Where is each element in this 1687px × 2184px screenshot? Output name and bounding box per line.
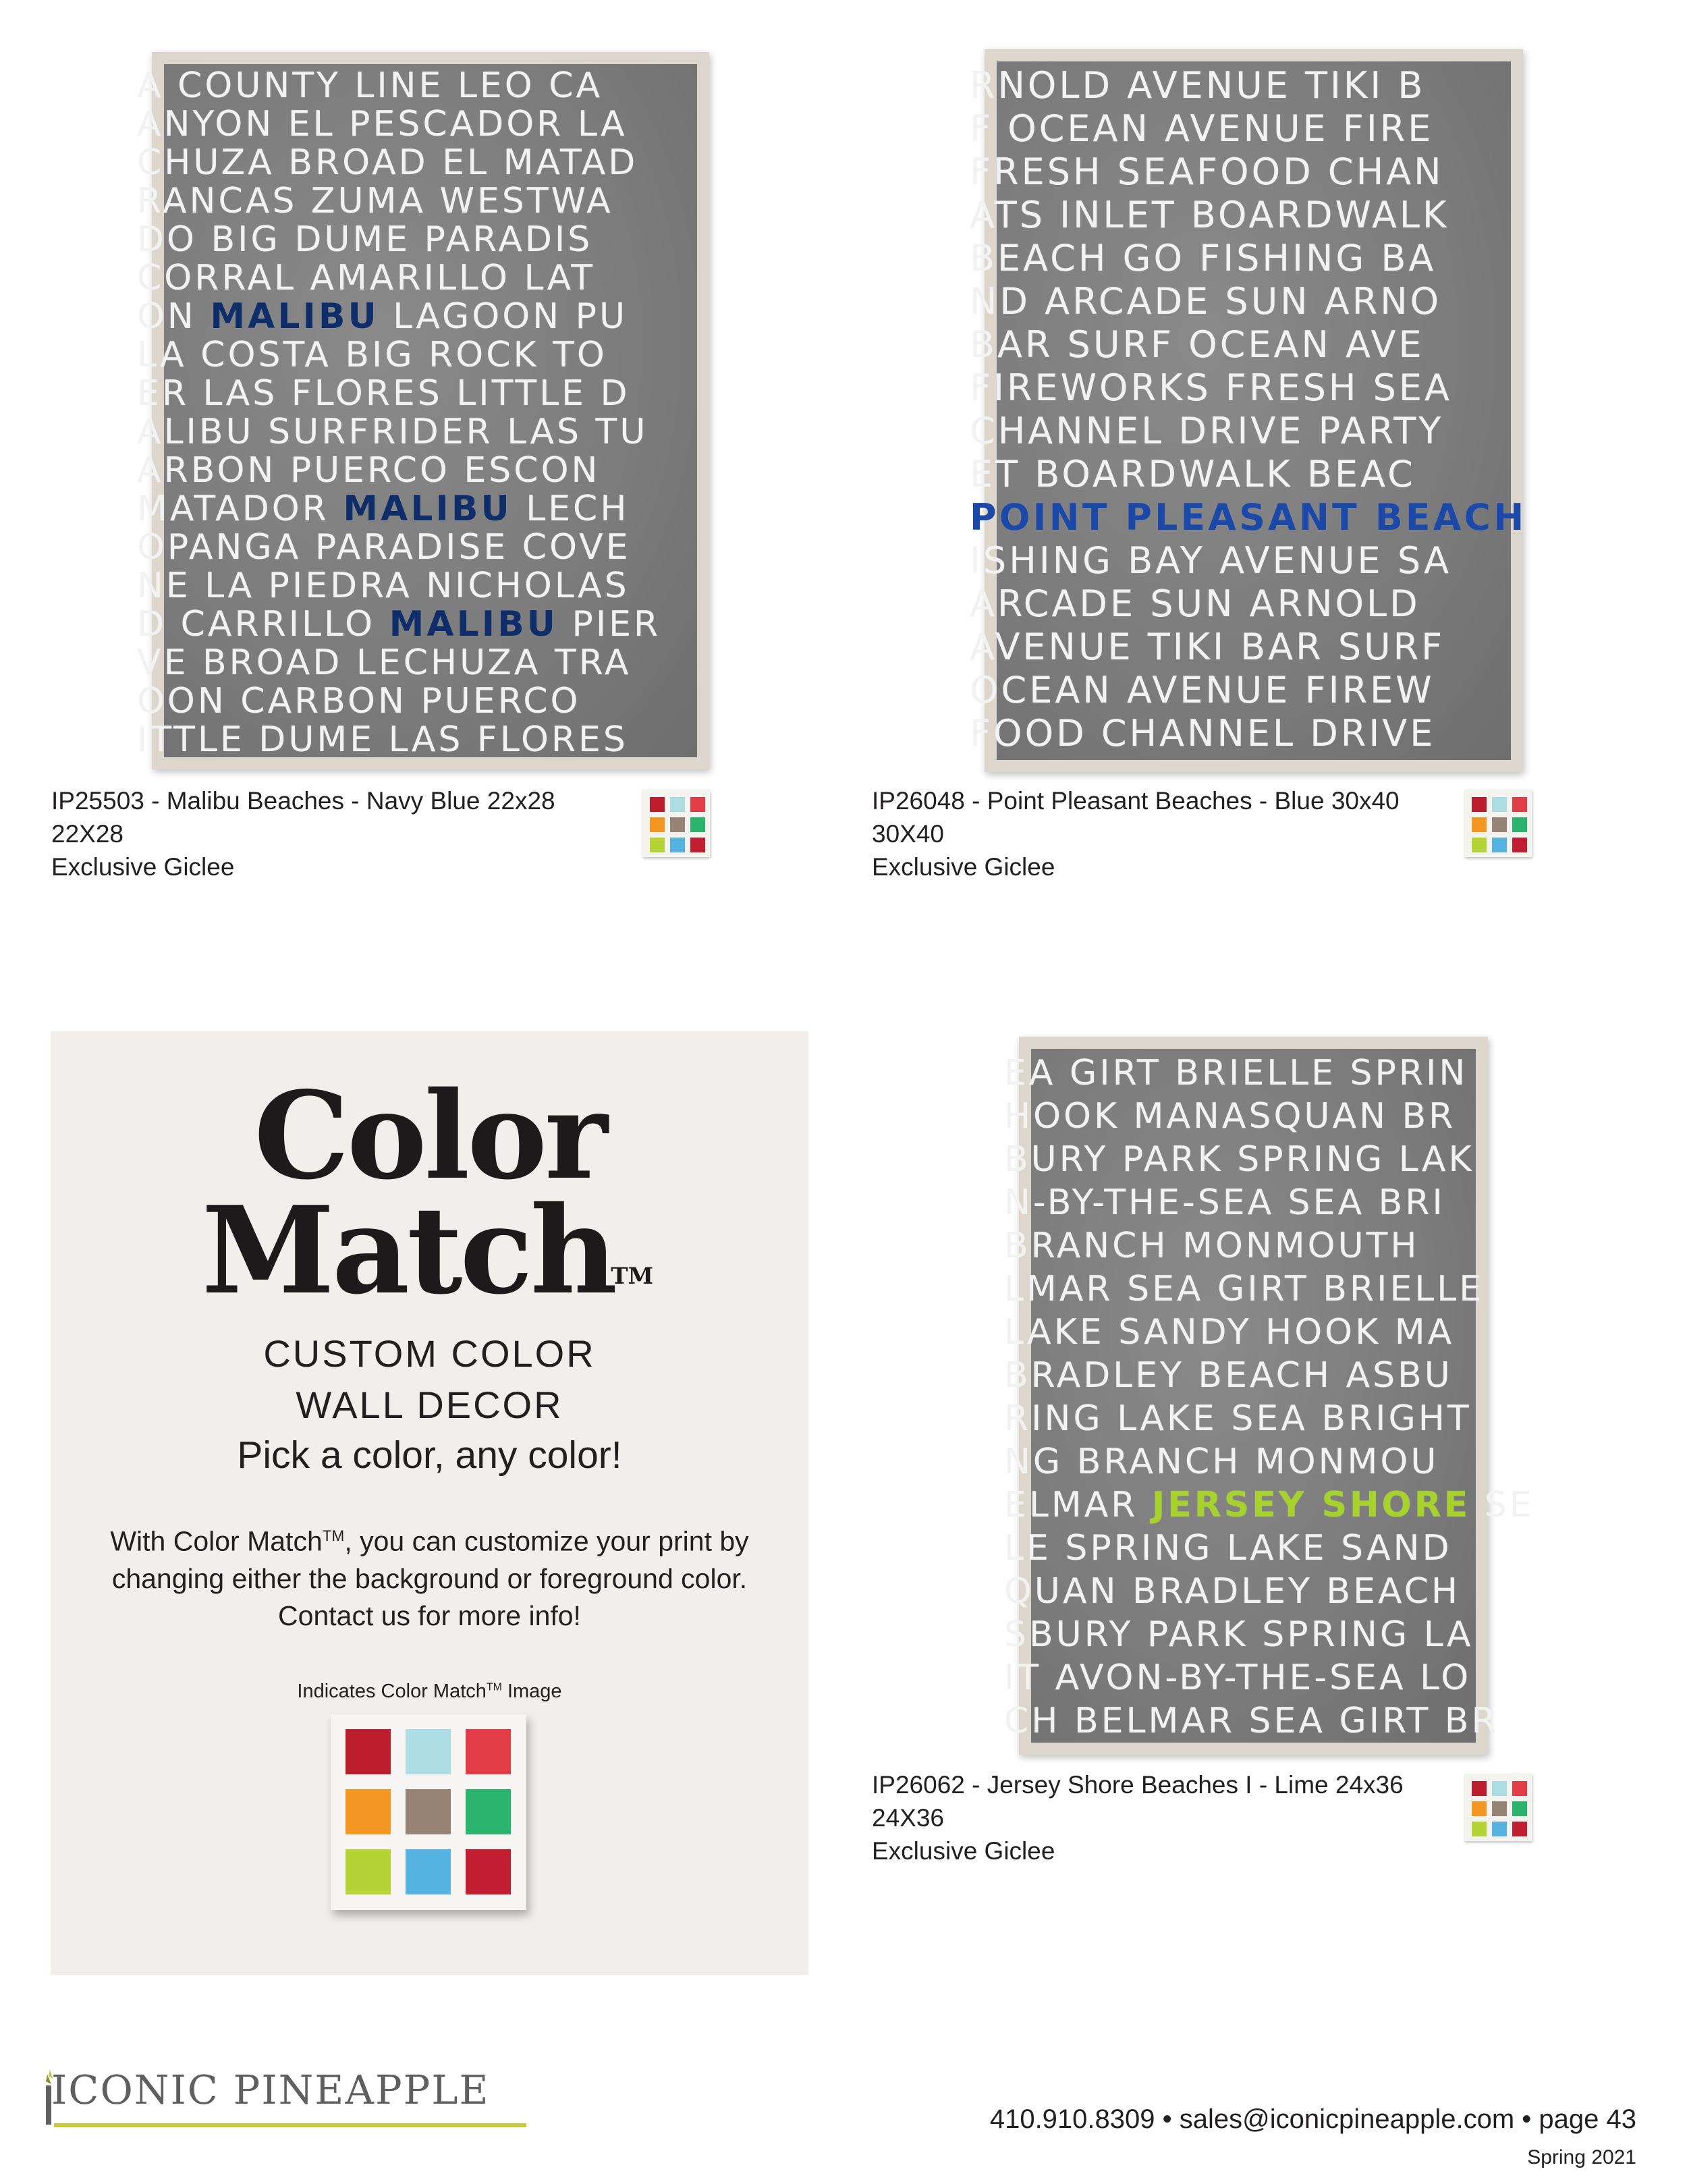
- artwork-word-line: BAR SURF OCEAN AVE: [970, 323, 1425, 366]
- artwork-canvas: [970, 61, 1527, 760]
- artwork-word-line: AVENUE TIKI BAR SURF: [970, 626, 1445, 668]
- product-type: Exclusive Giclee: [872, 853, 1055, 881]
- artwork-word-line: RNOLD AVENUE TIKI B: [970, 64, 1426, 107]
- artwork-highlight-text: MALIBU: [389, 604, 558, 645]
- color-swatch: [650, 817, 665, 832]
- artwork-word-line: ELMAR JERSEY SHORE SE: [1004, 1485, 1534, 1525]
- artwork-word-line: A COUNTY LINE LEO CA: [137, 65, 603, 106]
- word-lines: [137, 67, 738, 759]
- artwork-word-line: F OCEAN AVENUE FIRE: [970, 107, 1434, 150]
- artwork-word-line: N-BY-THE-SEA SEA BRI: [1004, 1182, 1445, 1223]
- artwork-word-line: LA COSTA BIG ROCK TO: [137, 335, 607, 375]
- artwork-word-line: IT AVON-BY-THE-SEA LO: [1004, 1658, 1472, 1698]
- artwork-word-line: VE BROAD LECHUZA TRA: [137, 643, 632, 683]
- promo-subtitle-line1: CUSTOM COLOR: [263, 1332, 596, 1375]
- product-size: 24X36: [872, 1804, 944, 1832]
- color-swatch: [690, 838, 705, 852]
- artwork-word-line: CH BELMAR SEA GIRT BR: [1004, 1701, 1499, 1741]
- product-caption: [872, 1768, 1404, 1867]
- color-swatch: [1512, 838, 1527, 852]
- artwork-word-line: BEACH GO FISHING BA: [970, 237, 1437, 279]
- artwork-word-line: BURY PARK SPRING LAK: [1004, 1139, 1474, 1180]
- product-title: IP26048 - Point Pleasant Beaches - Blue 30x40: [872, 787, 1400, 815]
- artwork-word-line: OPANGA PARADISE COVE: [137, 527, 631, 568]
- color-swatch: [1512, 1801, 1527, 1816]
- artwork-word-line: OCEAN AVENUE FIREW: [970, 669, 1435, 711]
- product-type: Exclusive Giclee: [51, 853, 235, 881]
- color-swatch: [345, 1789, 391, 1834]
- artwork-canvas: [1004, 1049, 1534, 1743]
- color-swatch: [406, 1789, 451, 1834]
- color-swatch: [1492, 817, 1507, 832]
- promo-subtitle: [51, 1328, 808, 1431]
- color-swatch: [1512, 1781, 1527, 1796]
- iconic-pineapple-logo: [43, 2067, 490, 2113]
- artwork-word-line: ITTLE DUME LAS FLORES: [137, 719, 628, 760]
- color-swatch: [1512, 1822, 1527, 1836]
- color-swatch: [1472, 1781, 1487, 1796]
- artwork-word-line: ALIBU SURFRIDER LAS TU: [137, 412, 648, 452]
- artwork-word-line: ET BOARDWALK BEAC: [970, 453, 1416, 495]
- promo-title-line1: Color: [254, 1065, 605, 1206]
- artwork-word-line: NG BRANCH MONMOU: [1004, 1442, 1439, 1482]
- artwork-word-line: OON CARBON PUERCO: [137, 681, 581, 721]
- artwork-highlight-text: MALIBU: [343, 489, 512, 529]
- product-caption: [872, 784, 1400, 883]
- artwork-frame: [1004, 1037, 1534, 1755]
- artwork-word-line: FRESH SEAFOOD CHAN: [970, 151, 1444, 193]
- artwork-word-line: QUAN BRADLEY BEACH: [1004, 1571, 1461, 1612]
- artwork-word-line: DO BIG DUME PARADIS: [137, 219, 593, 260]
- color-swatch: [1512, 817, 1527, 832]
- artwork-word-line: CHANNEL DRIVE PARTY: [970, 410, 1444, 452]
- color-match-swatch-icon: [331, 1714, 526, 1910]
- contact-info: 410.910.8309 • sales@iconicpineapple.com • page 43: [989, 2104, 1636, 2134]
- color-swatch: [650, 838, 665, 852]
- artwork-word-line: RANCAS ZUMA WESTWA: [137, 181, 613, 221]
- artwork-frame: [970, 49, 1527, 772]
- artwork-word-line: BRADLEY BEACH ASBU: [1004, 1355, 1453, 1396]
- color-swatch: [1492, 1801, 1507, 1816]
- color-swatch: [1492, 1822, 1507, 1836]
- product-size: 22X28: [51, 820, 123, 848]
- promo-title-line2: Match™: [201, 1180, 654, 1321]
- artwork-word-line: ON MALIBU LAGOON PU: [137, 296, 628, 337]
- color-swatch: [1472, 797, 1487, 812]
- word-lines: [1004, 1052, 1534, 1743]
- color-swatch: [670, 797, 685, 812]
- artwork-frame: [137, 52, 709, 769]
- color-swatch: [345, 1849, 391, 1894]
- color-swatch: [670, 817, 685, 832]
- artwork-word-line: ARBON PUERCO ESCON: [137, 450, 601, 491]
- color-swatch: [466, 1849, 511, 1894]
- color-swatch: [1472, 817, 1487, 832]
- color-swatch: [345, 1729, 391, 1774]
- artwork-word-line: LE SPRING LAKE SAND: [1004, 1528, 1452, 1568]
- artwork-word-line: SBURY PARK SPRING LA: [1004, 1614, 1474, 1655]
- product-title: IP26062 - Jersey Shore Beaches I - Lime 24x36: [872, 1771, 1404, 1799]
- product-type: Exclusive Giclee: [872, 1837, 1055, 1865]
- artwork-highlight-text: POINT PLEASANT BEACH: [970, 496, 1527, 539]
- product-caption: [51, 784, 555, 883]
- artwork-word-line: LMAR SEA GIRT BRIELLE: [1004, 1269, 1485, 1309]
- promo-description: With Color Match™, you can customize your print by changing either the background or foreground color. Contact us for more info!: [110, 1525, 749, 1631]
- color-swatch: [406, 1849, 451, 1894]
- color-match-icon: [642, 790, 710, 857]
- trademark-mark: TM: [611, 1263, 654, 1290]
- color-swatch: [1472, 838, 1487, 852]
- artwork-word-line: HOOK MANASQUAN BR: [1004, 1096, 1456, 1137]
- artwork-word-line: D CARRILLO MALIBU PIER: [137, 604, 661, 645]
- artwork-highlight-text: JERSEY SHORE: [1151, 1485, 1471, 1525]
- color-swatch: [650, 797, 665, 812]
- artwork-word-line: ANYON EL PESCADOR LA: [137, 104, 628, 144]
- season-label: Spring 2021: [1527, 2146, 1636, 2168]
- color-swatch: [1512, 797, 1527, 812]
- color-swatch: [1492, 797, 1507, 812]
- promo-indicator-label: Indicates Color Match™ Image: [297, 1681, 562, 1702]
- product-size: 30X40: [872, 820, 944, 848]
- product-title: IP25503 - Malibu Beaches - Navy Blue 22x28: [51, 787, 555, 815]
- color-swatch: [670, 838, 685, 852]
- color-swatch: [1492, 1781, 1507, 1796]
- artwork-word-line: NE LA PIEDRA NICHOLAS: [137, 566, 630, 606]
- color-swatch: [406, 1729, 451, 1774]
- promo-subtitle-line2: WALL DECOR: [296, 1384, 563, 1426]
- promo-tagline: Pick a color, any color!: [237, 1434, 622, 1477]
- artwork-highlight-text: MALIBU: [210, 296, 379, 337]
- artwork-word-line: MATADOR MALIBU LECH: [137, 489, 630, 529]
- artwork-word-line: CORRAL AMARILLO LAT: [137, 258, 595, 298]
- artwork-word-line: FOOD CHANNEL DRIVE: [970, 712, 1436, 755]
- logo-underline: [54, 2123, 526, 2127]
- logo-text: ICONIC PINEAPPLE: [51, 2067, 490, 2113]
- color-swatch: [466, 1729, 511, 1774]
- artwork-word-line: RING LAKE SEA BRIGHT: [1004, 1398, 1472, 1439]
- color-match-icon: [1464, 790, 1532, 857]
- color-swatch: [1492, 838, 1507, 852]
- promo-title: [51, 1065, 808, 1321]
- artwork-word-line: ISHING BAY AVENUE SA: [970, 539, 1452, 582]
- color-swatch: [690, 817, 705, 832]
- artwork-word-line: ND ARCADE SUN ARNO: [970, 280, 1442, 323]
- artwork-word-line: ARCADE SUN ARNOLD: [970, 582, 1420, 625]
- artwork-word-line: FIREWORKS FRESH SEA: [970, 366, 1452, 409]
- artwork-word-line: EA GIRT BRIELLE SPRIN: [1004, 1053, 1468, 1093]
- color-swatch: [466, 1789, 511, 1834]
- artwork-word-line: CHUZA BROAD EL MATAD: [137, 142, 638, 183]
- artwork-word-line: [970, 496, 1551, 539]
- artwork-word-line: ATS INLET BOARDWALK: [970, 194, 1449, 236]
- artwork-canvas: [137, 64, 697, 760]
- artwork-word-line: LAKE SANDY HOOK MA: [1004, 1312, 1455, 1353]
- color-swatch: [1472, 1822, 1487, 1836]
- color-match-icon: [1464, 1774, 1532, 1841]
- color-swatch: [690, 797, 705, 812]
- artwork-word-line: ER LAS FLORES LITTLE D: [137, 373, 630, 414]
- color-swatch: [1472, 1801, 1487, 1816]
- artwork-word-line: BRANCH MONMOUTH: [1004, 1226, 1420, 1266]
- word-lines: [970, 64, 1551, 755]
- color-match-promo: [51, 1031, 808, 1975]
